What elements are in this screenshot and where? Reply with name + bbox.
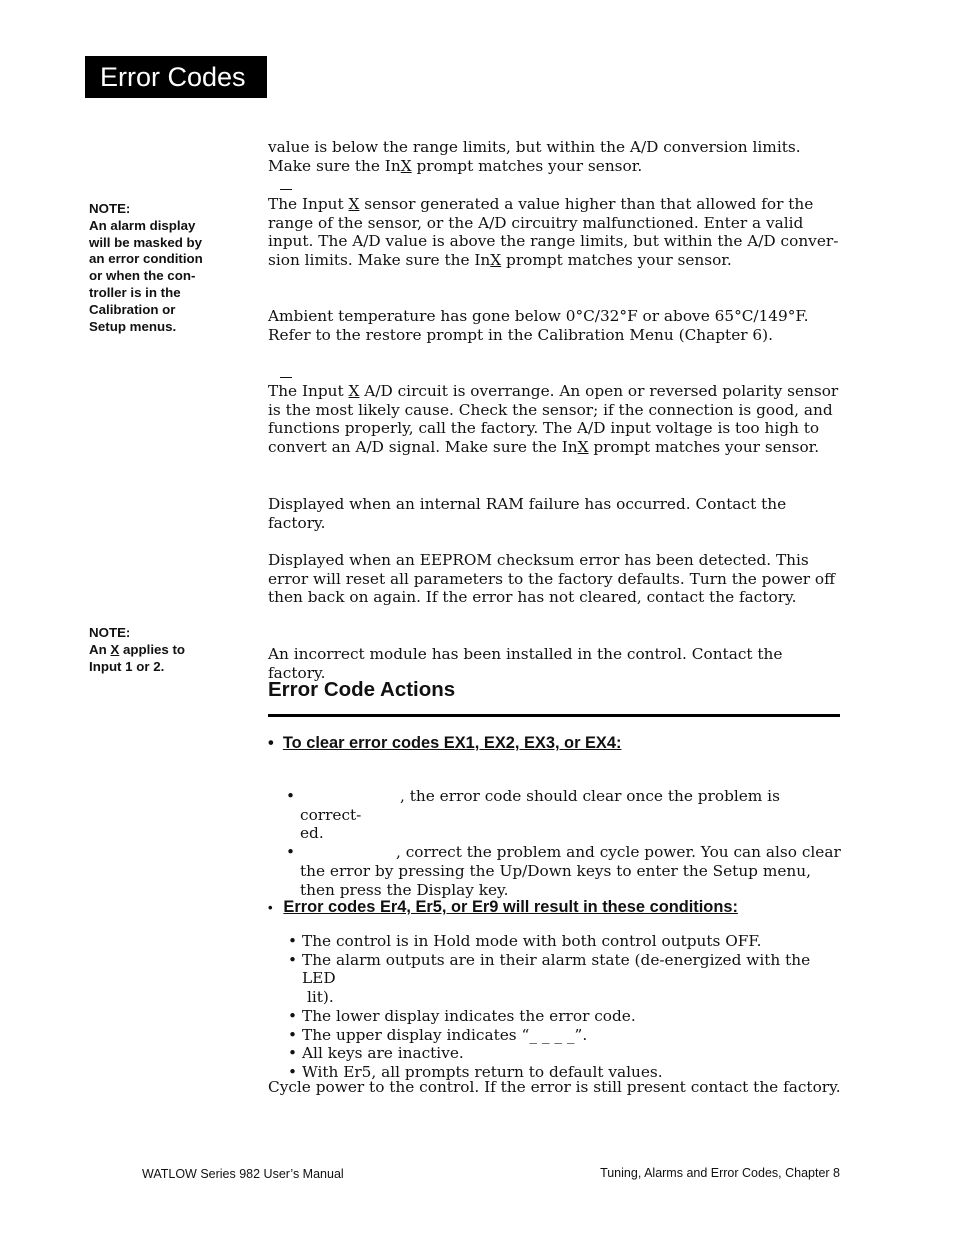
paragraph-line: Displayed when an internal RAM failure has occurred. Contact the factory. [268, 495, 787, 532]
paragraph-line: then press the Display key. [300, 880, 509, 899]
error-paragraph-1 [268, 138, 843, 175]
bullet: • [286, 787, 296, 805]
overbar-mark [280, 377, 292, 378]
bullet: • [288, 1062, 298, 1081]
input-x: X [400, 156, 412, 175]
bullet: • [288, 1006, 298, 1025]
list-item-text: The upper display indicates “_ _ _ _”. [302, 1025, 588, 1044]
error-paragraph-5 [268, 495, 843, 532]
x-note-line [89, 642, 224, 659]
x-note [89, 625, 224, 675]
paragraph-line: is the most likely cause. Check the sensor; if the connection is good, and [268, 400, 833, 419]
error-paragraph-3 [268, 307, 843, 344]
alarm-note-line: Setup menus. [89, 318, 177, 334]
text-run: prompt matches your sensor. [501, 251, 732, 270]
paragraph-line: An incorrect module has been installed in the control. Contact the factory. [268, 645, 783, 682]
list-item [286, 843, 842, 899]
list-item [288, 951, 844, 988]
error-paragraph-2 [268, 195, 843, 270]
paragraph-line [268, 157, 843, 176]
bullet: • [268, 900, 284, 915]
overbar-mark [280, 189, 292, 190]
bullet: • [288, 950, 298, 969]
list-item [288, 932, 844, 951]
alarm-note-line: or when the con- [89, 268, 196, 284]
list-item [288, 1044, 844, 1063]
paragraph-line [268, 382, 843, 401]
paragraph-line: ed. [300, 824, 324, 843]
paragraph-line: Displayed when an EEPROM checksum error has been detected. This [268, 551, 809, 569]
footer-manual-title: WATLOW Series 982 User’s Manual [142, 1167, 344, 1181]
input-x: X [577, 438, 589, 457]
paragraph-line: functions properly, call the factory. The A/D input voltage is too high to [268, 419, 820, 438]
error-paragraph-4 [268, 382, 843, 457]
closing-paragraph: Cycle power to the control. If the error is still present contact the factory. [268, 1078, 841, 1096]
clear-bullet-1 [286, 787, 842, 899]
paragraph-line: input. The A/D value is above the range limits, but within the A/D conver- [268, 232, 839, 251]
section-title [85, 56, 267, 98]
paragraph-line [268, 195, 843, 214]
paragraph-line: value is below the range limits, but within the A/D conversion limits. [268, 138, 801, 156]
list-item-text: All keys are inactive. [302, 1044, 464, 1063]
alarm-note-line: troller is in the [89, 284, 181, 300]
footer-chapter: Tuning, Alarms and Error Codes, Chapter 8 [600, 1166, 840, 1180]
x-note-title: NOTE: [89, 625, 131, 640]
bullet: • [268, 734, 283, 752]
paragraph-line: error will reset all parameters to the factory defaults. Turn the power off [268, 569, 836, 588]
bullet: • [286, 843, 296, 862]
text-run: prompt matches your sensor. [588, 438, 820, 457]
list-item-text: The lower display indicates the error code. [302, 1006, 636, 1025]
text-run: , correct the problem and cycle power. You can also clear [396, 843, 841, 862]
x-note-line: Input 1 or 2. [89, 658, 165, 674]
conditions-list [288, 932, 844, 1082]
paragraph-line: Ambient temperature has gone below 0°C/32°F or above 65°C/149°F. [268, 307, 809, 325]
paragraph-line: range of the sensor, or the A/D circuitry malfunctioned. Enter a valid [268, 213, 804, 232]
text-run: Make sure the In [268, 156, 401, 175]
alarm-note-line: Calibration or [89, 301, 176, 317]
bullet: • [288, 1044, 298, 1063]
error-paragraph-7 [268, 645, 843, 682]
list-item-text: With Er5, all prompts return to default values. [302, 1062, 663, 1081]
text-run: , the error code should clear once the problem is correct- [300, 787, 780, 824]
bullet: • [288, 1025, 298, 1044]
clear-errors-heading-text: To clear error codes EX1, EX2, EX3, or EX4: [282, 734, 622, 752]
input-x: X [348, 195, 360, 213]
actions-heading: Error Code Actions [268, 678, 456, 701]
alarm-note-title: NOTE: [89, 201, 131, 216]
x-note-suffix: applies to [119, 641, 186, 657]
alarm-note [89, 201, 224, 335]
paragraph-line: the error by pressing the Up/Down keys to enter the Setup menu, [300, 861, 811, 880]
text-run: The Input [268, 382, 349, 400]
section-title-text: Error Codes [100, 61, 246, 92]
text-run: prompt matches your sensor. [411, 156, 643, 175]
list-item [288, 1007, 844, 1026]
text-run: sensor generated a value higher than that allowed for the [359, 195, 814, 213]
list-item [286, 787, 842, 843]
heading-rule [268, 714, 840, 717]
alarm-note-line: will be masked by [89, 234, 203, 250]
paragraph-line: then back on again. If the error has not cleared, contact the factory. [268, 588, 797, 607]
bullet: • [288, 932, 298, 950]
paragraph-line [300, 843, 842, 862]
alarm-note-line: An alarm display [89, 217, 196, 233]
conditions-heading-text: Error codes Er4, Er5, or Er9 will result in these conditions: [283, 898, 738, 916]
text-run: sion limits. Make sure the In [268, 251, 491, 270]
clear-errors-heading [268, 734, 621, 753]
input-x: X [490, 251, 502, 270]
text-run: A/D circuit is overrange. An open or reversed polarity sensor [359, 382, 839, 400]
list-item-continuation: lit). [307, 988, 334, 1007]
x-note-x: X [110, 641, 120, 657]
input-x: X [348, 382, 360, 400]
text-run: convert an A/D signal. Make sure the In [268, 438, 578, 457]
conditions-heading [268, 898, 738, 917]
paragraph-line: Refer to the restore prompt in the Calibration Menu (Chapter 6). [268, 325, 773, 344]
x-note-prefix: An [89, 641, 111, 657]
paragraph-line [268, 438, 843, 457]
paragraph-line [300, 787, 842, 824]
list-item-text: The alarm outputs are in their alarm state (de-energized with the LED [302, 950, 811, 988]
list-item [288, 1026, 844, 1045]
paragraph-line [268, 251, 843, 270]
text-run: The Input [268, 195, 349, 213]
error-paragraph-6 [268, 551, 843, 607]
alarm-note-line: an error condition [89, 251, 203, 267]
list-item-text: The control is in Hold mode with both control outputs OFF. [302, 932, 762, 950]
